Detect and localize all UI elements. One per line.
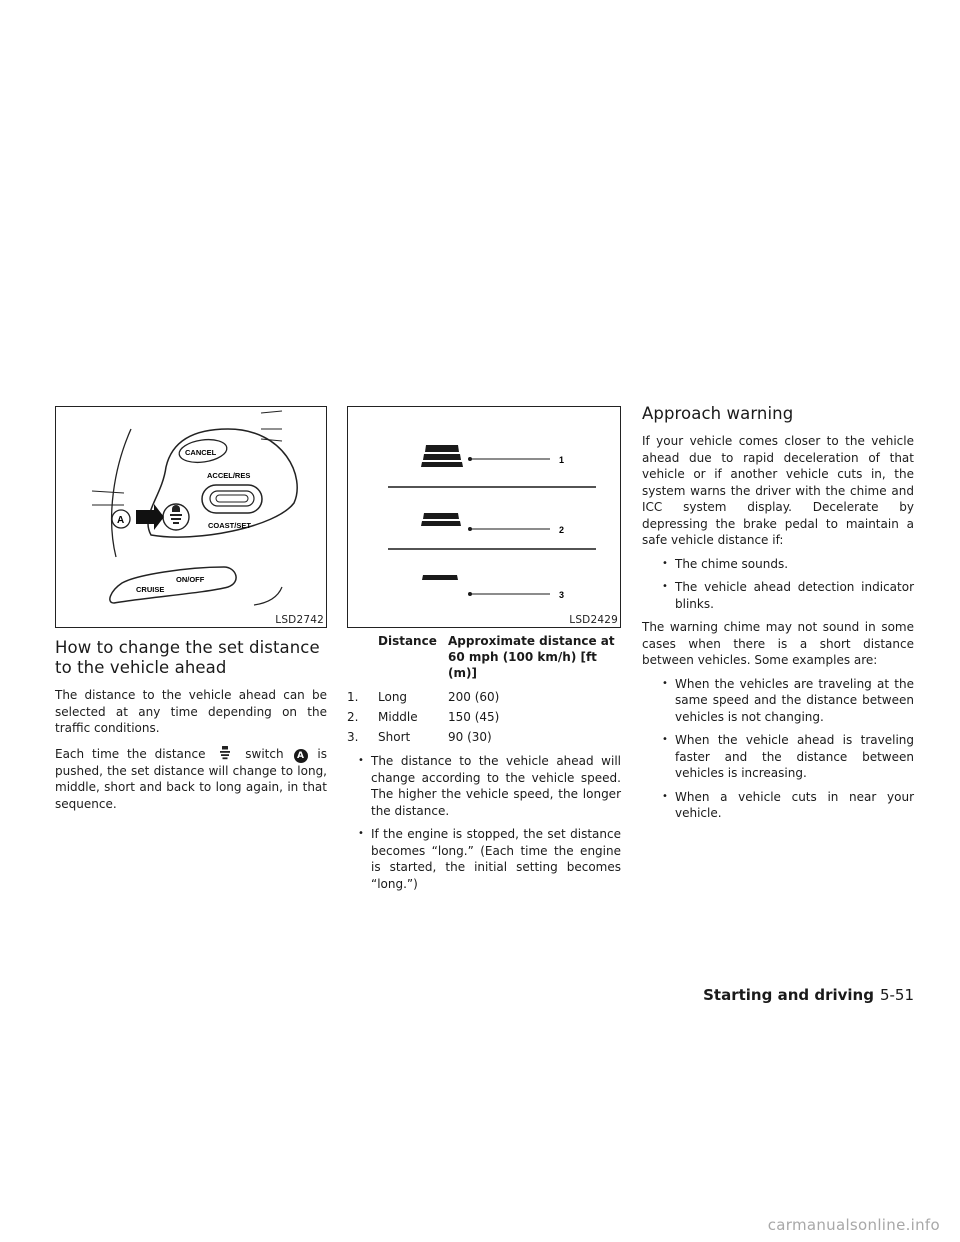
paragraph-text: is pushed, the set distance will change to long, middle, short and back to long again, in that sequence. (55, 746, 327, 811)
callout-a-label: A (117, 515, 125, 526)
table-row (347, 729, 621, 749)
figure-code: LSD2742 (275, 614, 324, 626)
list-item: • When a vehicle cuts in near your vehicle. (642, 789, 914, 822)
watermark: carmanualsonline.info (767, 1216, 940, 1234)
level-number-3: 3 (559, 590, 565, 600)
paragraph-text: switch (245, 746, 284, 761)
figure-code: LSD2429 (569, 614, 618, 626)
paragraph-distance-switch (55, 746, 327, 813)
coast-set-label: COAST/SET (208, 521, 251, 530)
section-title (55, 638, 327, 678)
list-item: • The distance to the vehicle ahead will change according to the vehicle speed. The higher the vehicle speed, the longer the distance. (347, 753, 621, 819)
page-footer (703, 985, 914, 1005)
row-value: 150 (45) (448, 710, 500, 724)
page-number: 5-51 (879, 986, 914, 1004)
callout-a-icon: A (294, 749, 308, 763)
list-item: • The vehicle ahead detection indicator blinks. (642, 579, 914, 612)
table-header-approx: Approximate distance at 60 mph (100 km/h) [ft (m)] (448, 634, 615, 680)
bullet-list (347, 753, 621, 892)
row-value: 90 (30) (448, 730, 492, 744)
table-row (347, 709, 621, 729)
section-title-line2: to the vehicle ahead (55, 658, 227, 677)
distance-bars-short-icon (422, 575, 458, 580)
distance-setting-figure (347, 406, 621, 628)
distance-bars-middle-icon (421, 513, 461, 526)
level-number-1: 1 (559, 455, 565, 465)
bullet-list (642, 556, 914, 613)
table-header-row (347, 633, 621, 689)
paragraph-text: Each time the distance (55, 746, 206, 761)
list-item: • The chime sounds. (642, 556, 914, 573)
table-row (347, 689, 621, 709)
section-title-line1: How to change the set distance (55, 638, 320, 657)
bullet-list (642, 676, 914, 822)
paragraph: If your vehicle comes closer to the vehicle ahead due to rapid deceleration of that vehicle or if another vehicle cuts in, the system warns the driver with the chime and ICC system display. Decelerate by depressing the brake pedal to maintain a safe vehicle distance if: (642, 434, 914, 547)
distance-icon (213, 746, 237, 760)
accel-res-label: ACCEL/RES (207, 471, 251, 480)
row-number: 3. (347, 730, 359, 744)
cancel-button-label: CANCEL (185, 448, 217, 457)
cruise-label: CRUISE (136, 585, 165, 594)
row-number: 1. (347, 690, 359, 704)
row-distance: Long (378, 690, 408, 704)
row-distance: Short (378, 730, 411, 744)
distance-icon (170, 505, 182, 524)
distance-bars-long-icon (421, 445, 463, 467)
row-number: 2. (347, 710, 359, 724)
paragraph: The distance to the vehicle ahead can be selected at any time depending on the traffic conditions. (55, 688, 327, 735)
table-header-distance: Distance (378, 634, 437, 648)
level-number-2: 2 (559, 525, 565, 535)
column-left (55, 406, 327, 812)
section-title: Approach warning (642, 404, 794, 423)
column-middle (347, 406, 621, 899)
distance-table (347, 633, 621, 749)
list-item: • When the vehicles are traveling at the same speed and the distance between vehicles is not changing. (642, 676, 914, 726)
steering-switch-figure (55, 406, 327, 628)
distance-setting-illustration (348, 407, 622, 629)
list-item: • If the engine is stopped, the set distance becomes “long.” (Each time the engine is started, the initial setting becomes “long.”) (347, 826, 621, 892)
paragraph: The warning chime may not sound in some cases when there is a short distance between vehicles. Some examples are: (642, 620, 914, 667)
steering-switch-illustration (56, 407, 328, 629)
row-distance: Middle (378, 710, 418, 724)
column-right (642, 406, 914, 829)
list-item: • When the vehicle ahead is traveling faster and the distance between vehicles is increasing. (642, 732, 914, 782)
footer-section-name: Starting and driving (703, 986, 874, 1004)
row-value: 200 (60) (448, 690, 500, 704)
on-off-label: ON/OFF (176, 575, 205, 584)
